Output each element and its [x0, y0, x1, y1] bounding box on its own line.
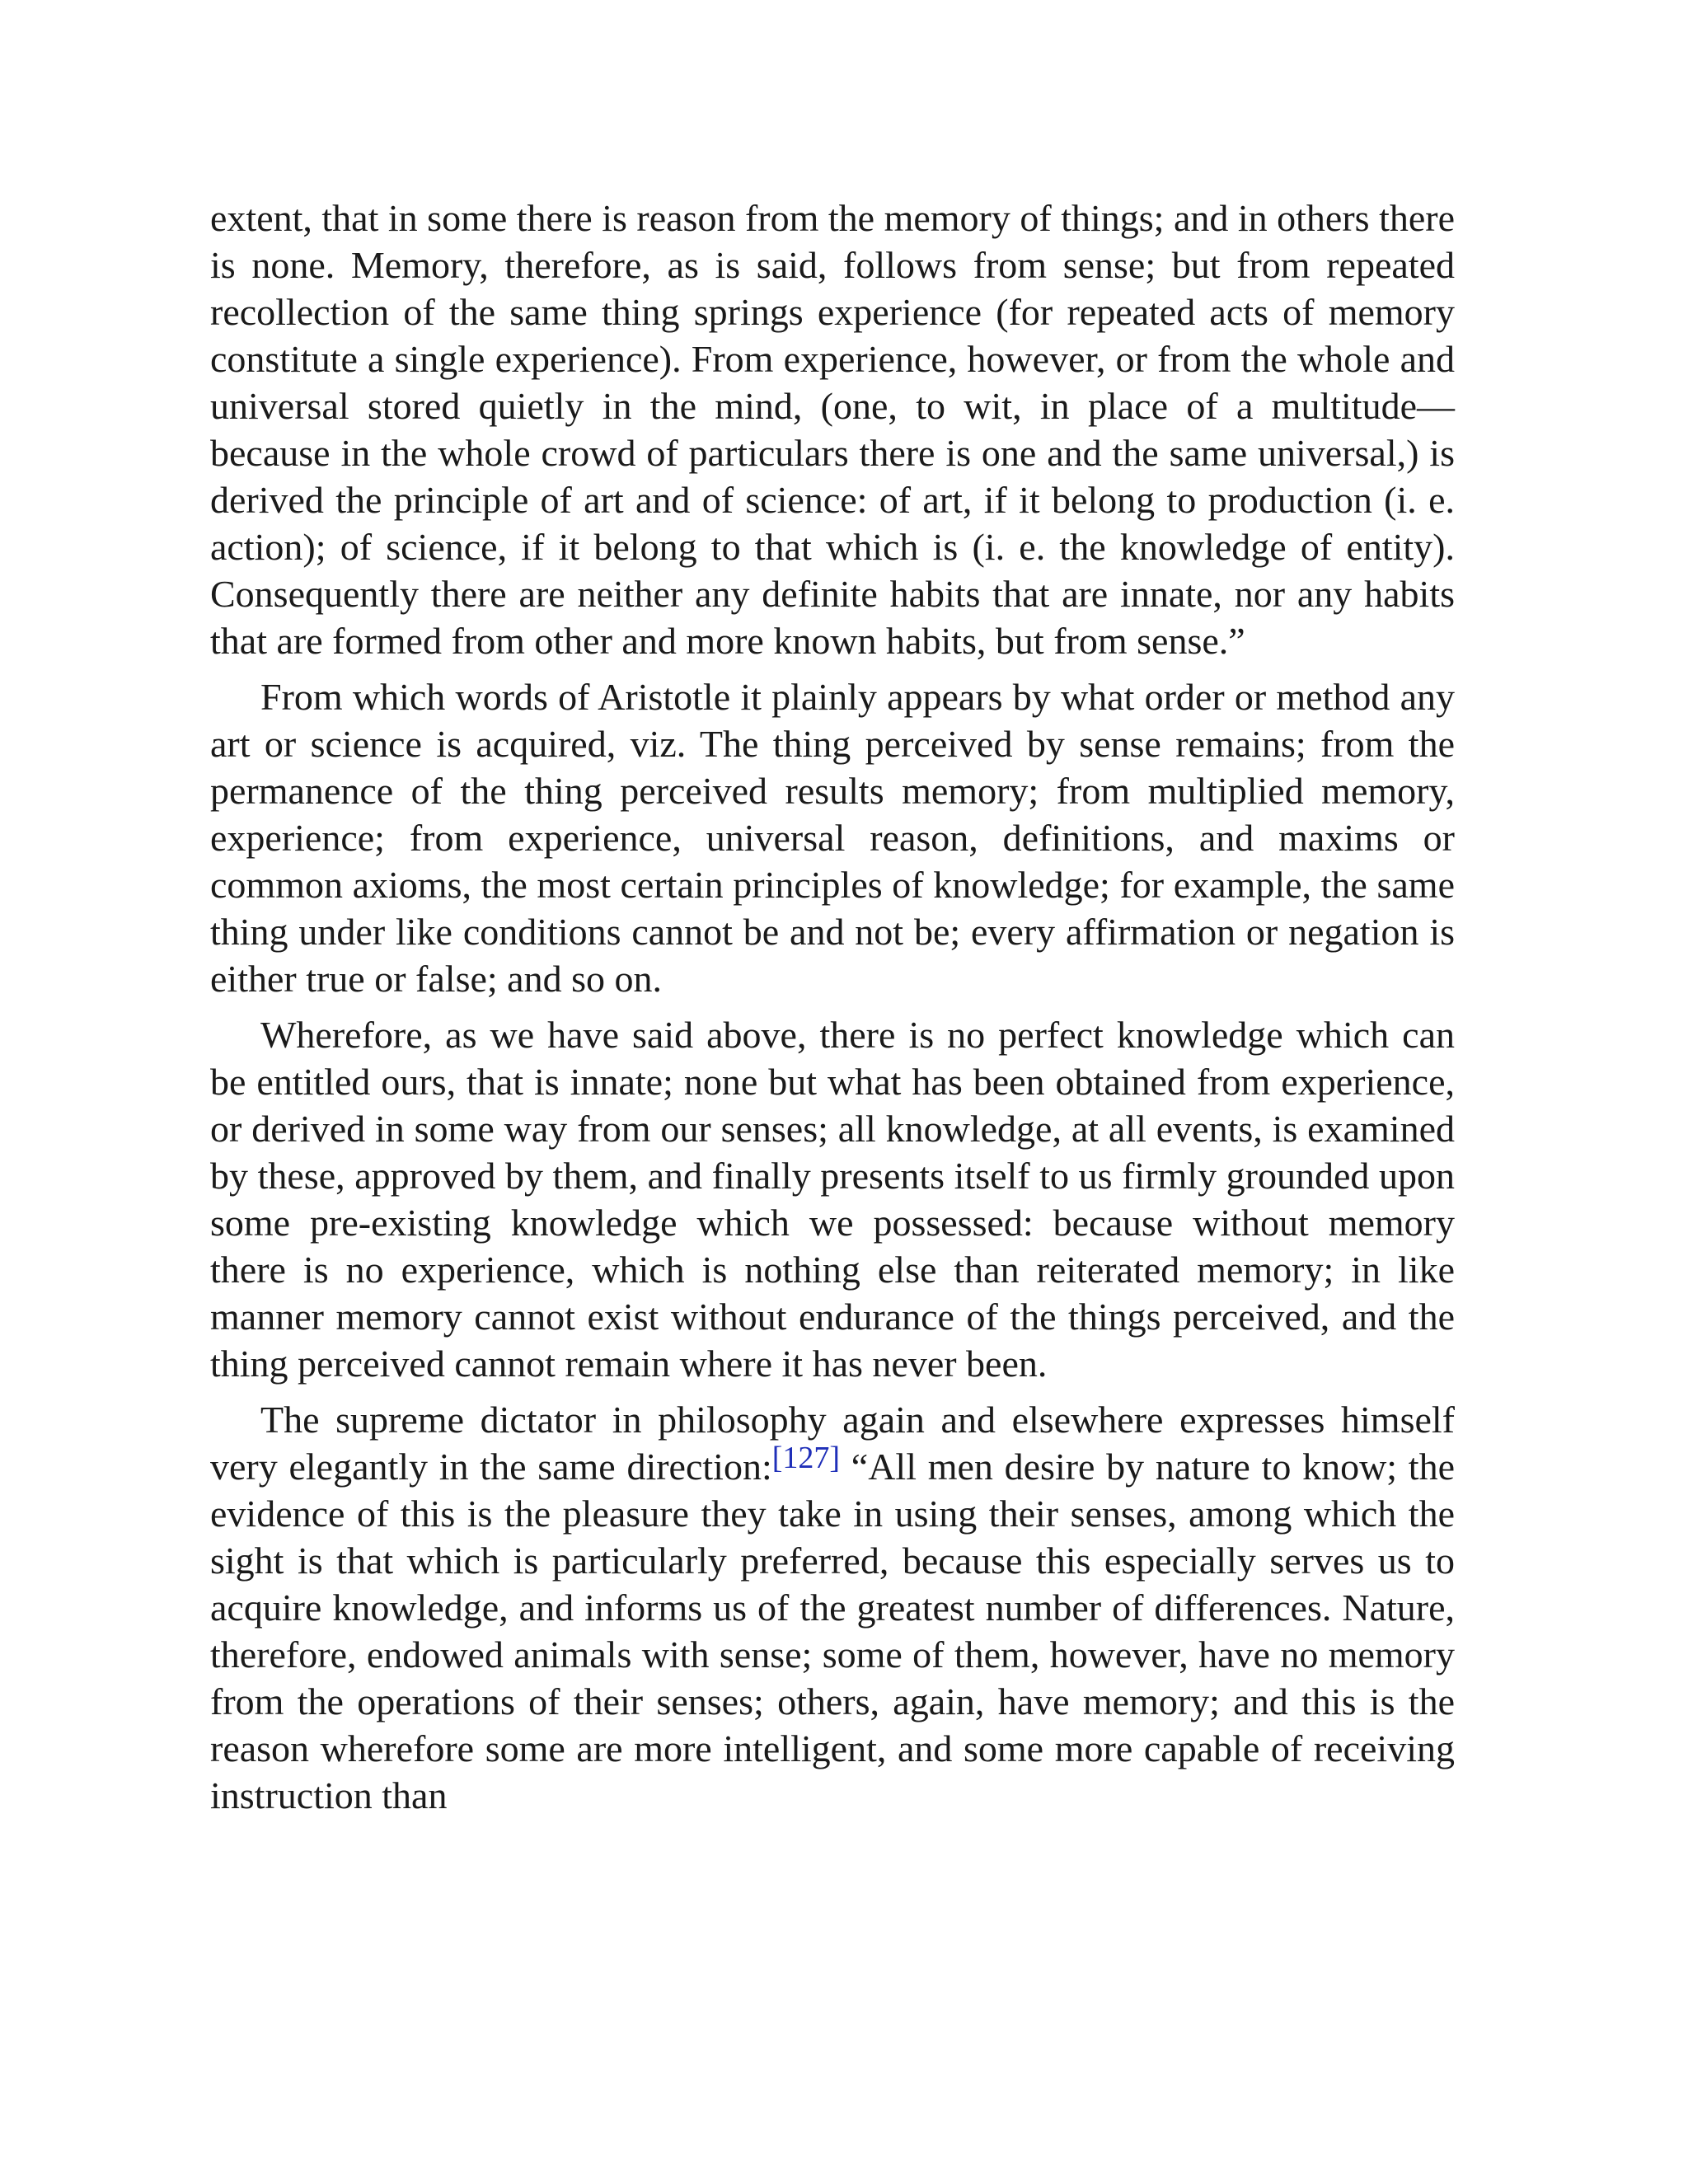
paragraph-4-text-before: The supreme dictator in philosophy again and elsewhere expresses himself very elegantly in the same direction: — [210, 1399, 1455, 1488]
footnote-link-127[interactable]: [127] — [771, 1441, 841, 1475]
paragraph-3: Wherefore, as we have said above, there is no perfect knowledge which can be entitled ours, that is innate; none but what has been obtained from experience, or derived in some way from our senses; all knowledge, at all events, is examined by these, approved by them, and finally presents itself to us firmly grounded upon some pre-existing knowledge which we possessed: because without memory there is no experience, which is nothing else than reiterated memory; in like manner memory cannot exist without endurance of the things perceived, and the thing perceived cannot remain where it has never been. — [210, 1014, 1455, 1385]
paragraph-2: From which words of Aristotle it plainly appears by what order or method any art or science is acquired, viz. The thing perceived by sense remains; from the permanence of the thing perceived results memory; from multiplied memory, experience; from experience, universal reason, definitions, and maxims or common axioms, the most certain principles of knowledge; for example, the same thing under like conditions cannot be and not be; every affirmation or negation is either true or false; and so on. — [210, 676, 1455, 1000]
paragraph-4-text-after: “All men desire by nature to know; the evidence of this is the pleasure they take in using their senses, among which the sight is that which is particularly preferred, because this especially serves us to acquire knowledge, and informs us of the greatest number of differences. Nature, therefore, endowed animals with sense; some of them, however, have no memory from the operations of their senses; others, again, have memory; and this is the reason wherefore some are more intelligent, and some more capable of receiving instruction than — [210, 1446, 1456, 1816]
paragraph-4 — [210, 1396, 1455, 1819]
paragraph-1: extent, that in some there is reason from the memory of things; and in others there is none. Memory, therefore, as is said, follows from sense; but from repeated recollection of the same thing springs experience (for repeated acts of memory constitute a single experience). From experience, however, or from the whole and universal stored quietly in the mind, (one, to wit, in place of a multitude—because in the whole crowd of particulars there is one and the same universal,) is derived the principle of art and of science: of art, if it belong to production (i. e. action); of science, if it belong to that which is (i. e. the knowledge of entity). Consequently there are neither any definite habits that are innate, nor any habits that are formed from other and more known habits, but from sense.” — [210, 197, 1455, 662]
document-body — [210, 194, 1455, 1828]
